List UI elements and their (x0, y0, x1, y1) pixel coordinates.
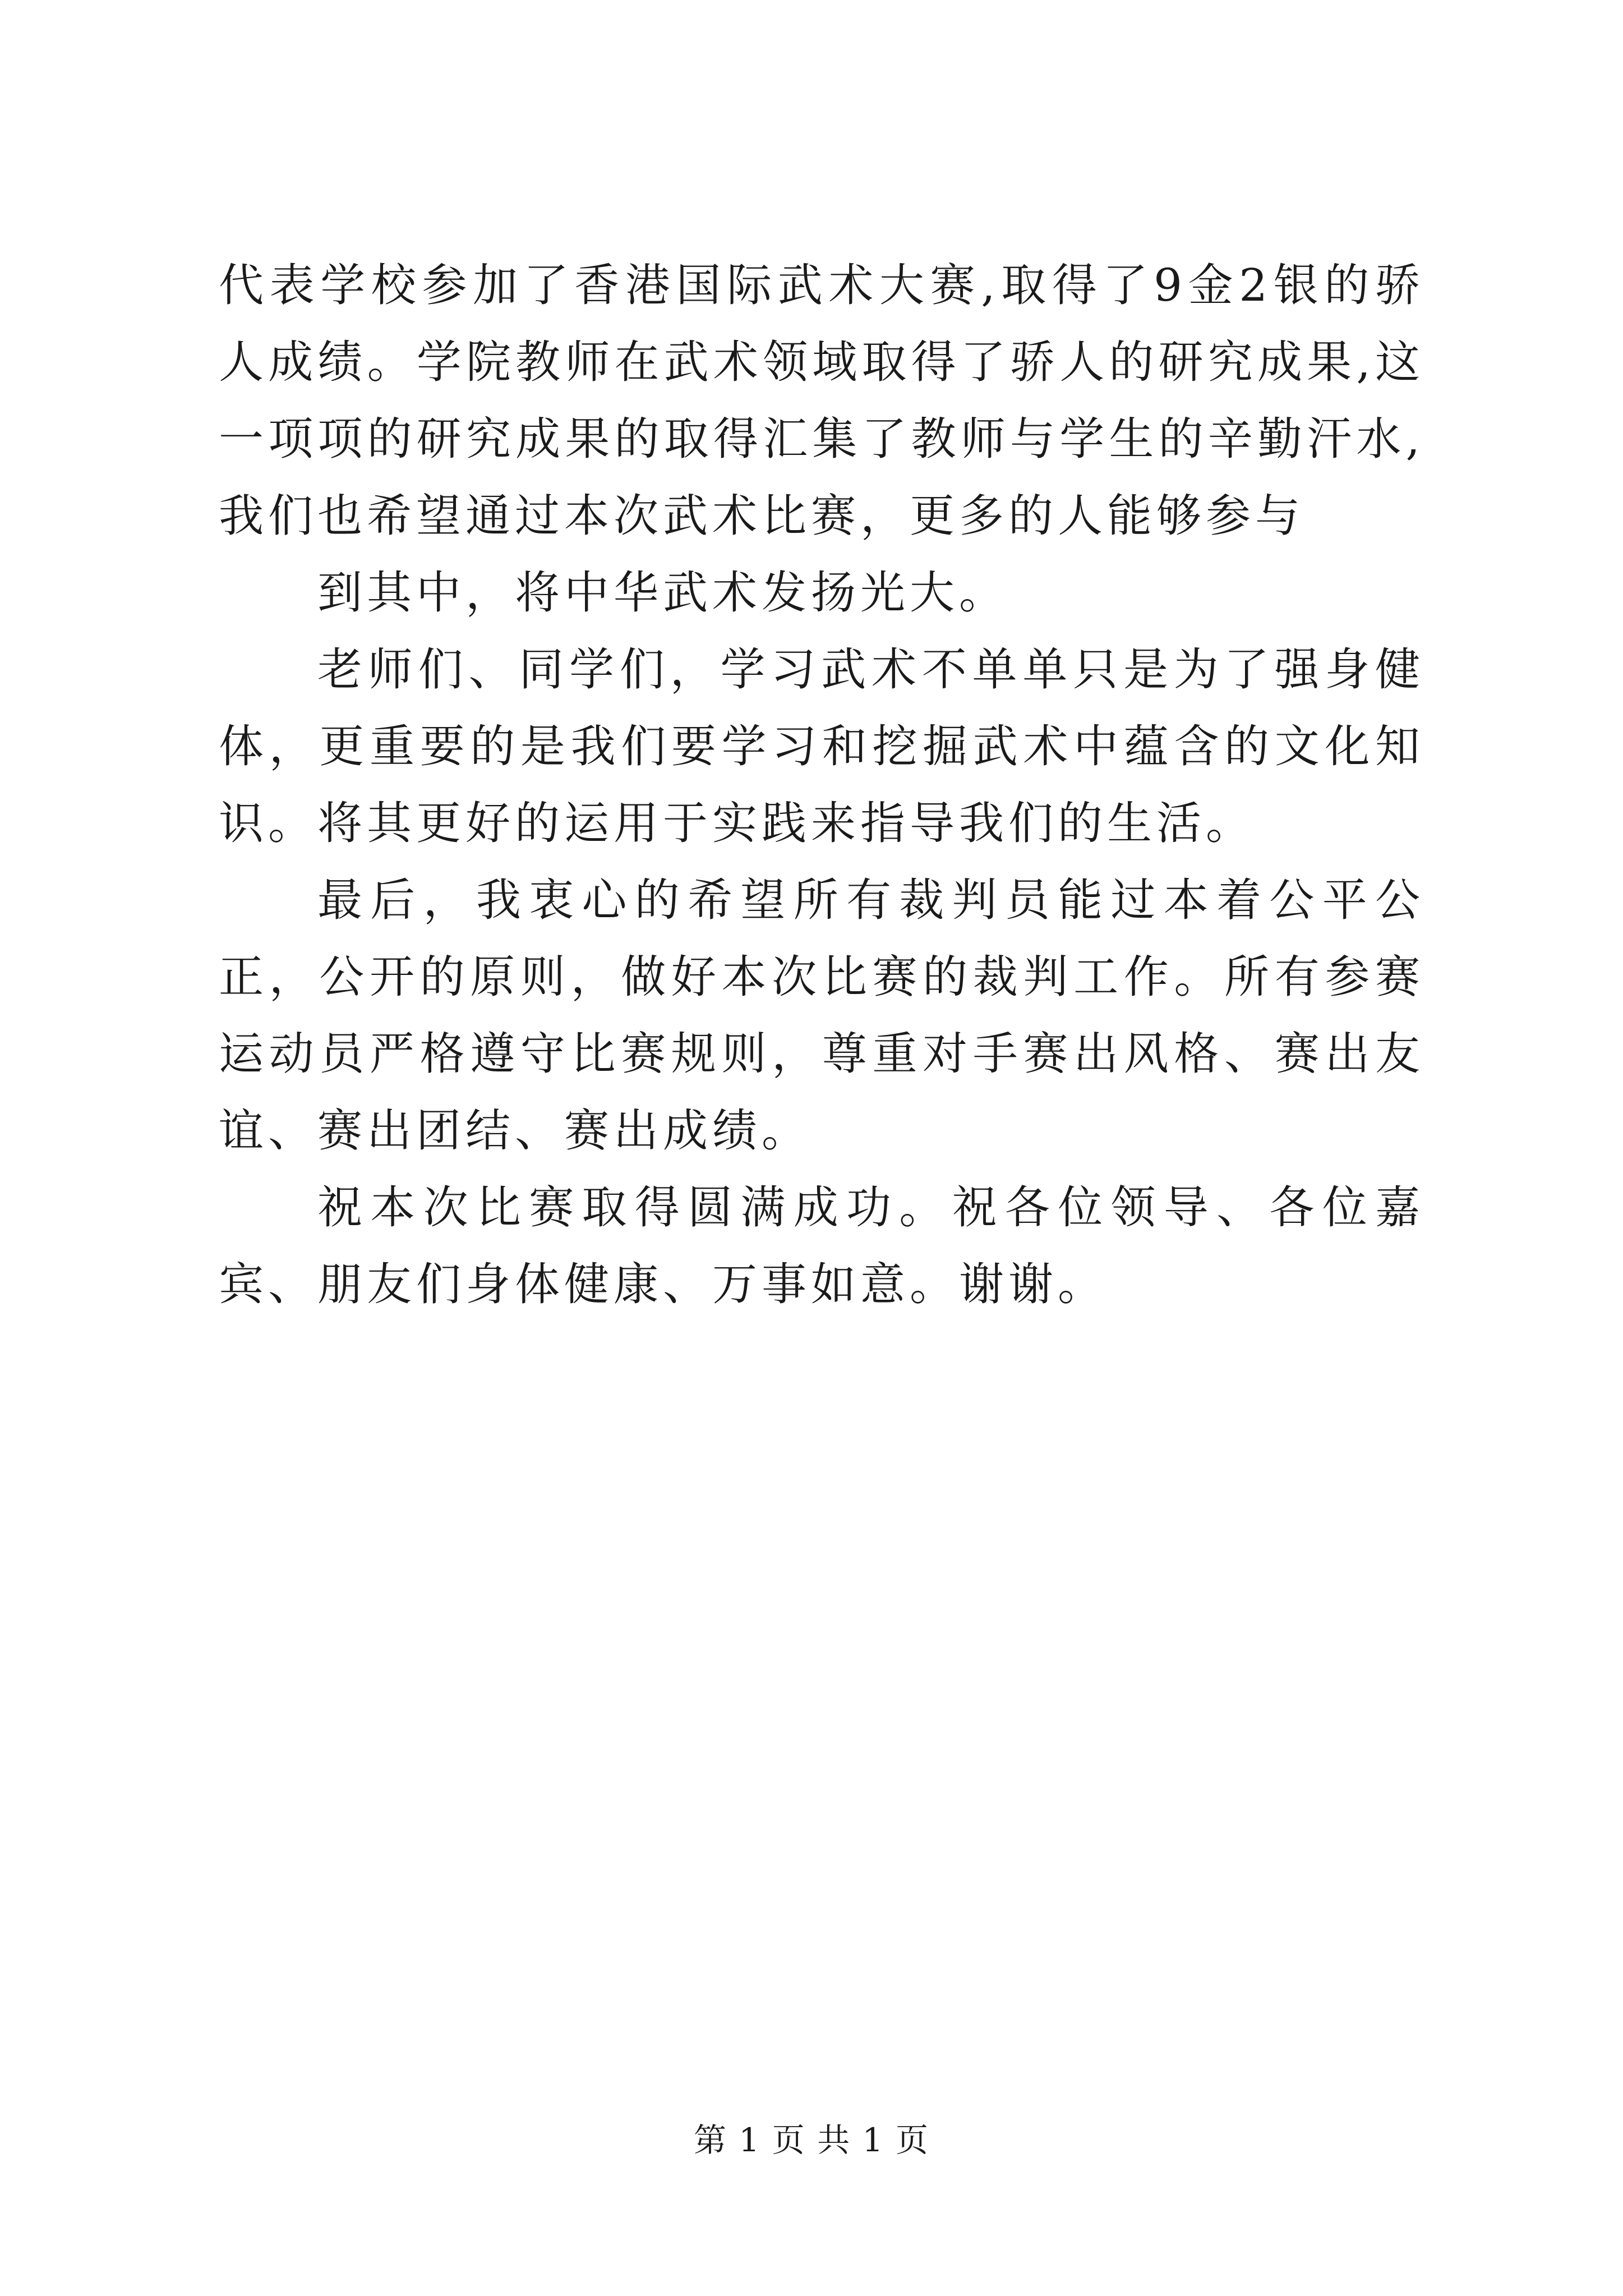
paragraph-4: 最后，我衷心的希望所有裁判员能过本着公平公正，公开的原则，做好本次比赛的裁判工作。所有参赛运动员严格遵守比赛规则，尊重对手赛出风格、赛出友谊、赛出团结、赛出成绩。 (219, 874, 1424, 1157)
paragraph-1: 代表学校参加了香港国际武术大赛,取得了9金2银的骄人成绩。学院教师在武术领域取得了骄人的研究成果,这一项项的研究成果的取得汇集了教师与学生的辛勤汗水,我们也希望通过本次武术比赛，更多的人能够参与 (219, 259, 1424, 542)
paragraph-2: 到其中，将中华武术发扬光大。 (317, 567, 1008, 619)
paragraph-5: 祝本次比赛取得圆满成功。祝各位领导、各位嘉宾、朋友们身体健康、万事如意。谢谢。 (219, 1181, 1424, 1310)
paragraph-3: 老师们、同学们，学习武术不单单只是为了强身健体，更重要的是我们要学习和挖掘武术中蕴含的文化知识。将其更好的运用于实践来指导我们的生活。 (219, 643, 1424, 849)
document-body (219, 247, 1424, 1323)
page-footer: 第 1 页 共 1 页 (694, 2121, 929, 2159)
